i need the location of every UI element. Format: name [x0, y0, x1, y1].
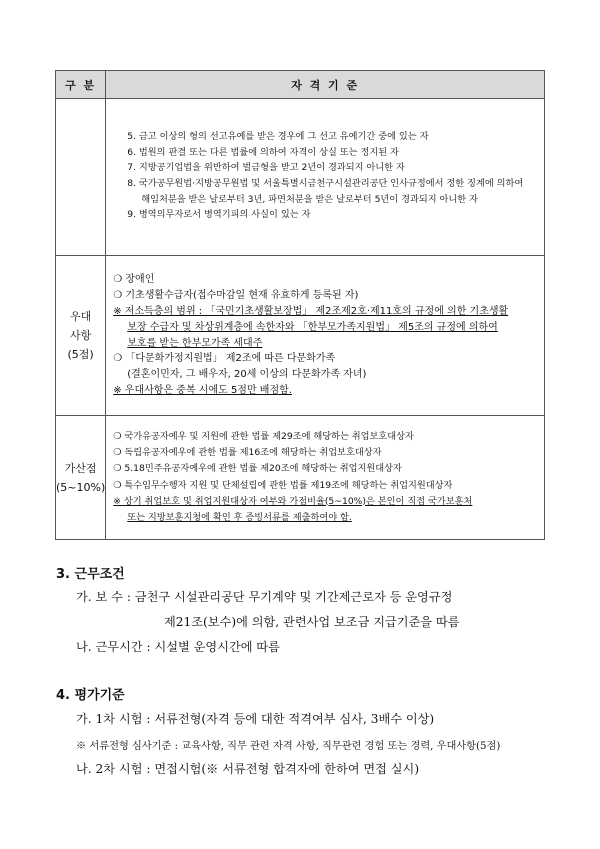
list-item: ❍ 「다문화가정지원법」 제2조에 따른 다문화가족	[113, 353, 336, 365]
note-line: ※ 상기 취업보호 및 취업지원대상자 여부와 가점비율(5~10%)은 본인이 직접 국가보훈처	[113, 495, 473, 507]
preferential-content	[106, 256, 545, 416]
table-header-row	[56, 71, 545, 99]
list-item: 5. 금고 이상의 형의 선고유예를 받은 경우에 그 선고 유예기간 중에 있는 자	[127, 131, 429, 143]
section-title-evaluation: 4. 평가기준	[56, 688, 125, 703]
section-title-work-conditions: 3. 근무조건	[56, 567, 125, 582]
document-screening-note: ※ 서류전형 심사기준 : 교육사항, 직무 관련 자격 사항, 직무관련 경험 또는 경력, 우대사항(5점)	[76, 741, 501, 752]
row-label-empty	[56, 99, 106, 256]
list-item-continued: (결혼이민자, 그 배우자, 20세 이상의 다문화가족 자녀)	[127, 369, 367, 381]
list-item: 7. 지방공기업법을 위반하여 벌금형을 받고 2년이 경과되지 아니한 자	[127, 162, 405, 174]
note-line: 보장 수급자 및 차상위계층에 속한자와 「한부모가족지원법」 제5조의 규정에 의하여	[127, 321, 498, 333]
list-item: ❍ 특수임무수행자 지원 및 단체설립에 관한 법률 제19조에 해당하는 취업지원대상자	[113, 479, 453, 491]
list-item: ❍ 기초생활수급자(접수마감일 현재 유효하게 등록된 자)	[113, 290, 359, 302]
list-item: 8. 국가공무원법·지방공무원법 및 서울특별시금천구시설관리공단 인사규정에서 정한 징계에 의하여	[127, 178, 524, 189]
list-item: ❍ 5.18민주유공자예우에 관한 법률 제20조에 해당하는 취업지원대상자	[113, 463, 402, 475]
bonus-label: 가산점 (5~10%)	[56, 416, 106, 540]
preferential-label: 우대 사항 (5점)	[56, 256, 106, 416]
list-item-continued: 해임처분을 받은 날로부터 3년, 파면처분을 받은 날로부터 5년이 경과되지 아니한 자	[141, 193, 478, 205]
note-line: 보호를 받는 한부모가족 세대주	[127, 337, 263, 349]
disqualification-list	[106, 99, 545, 256]
header-category: 구 분	[56, 71, 106, 99]
qualification-table	[55, 70, 545, 540]
list-item: ❍ 장애인	[113, 274, 155, 286]
list-item: 9. 병역의무자로서 병역기피의 사실이 있는 자	[127, 209, 311, 221]
list-item: 6. 법원의 판결 또는 다른 법률에 의하여 자격이 상실 또는 정지된 자	[127, 146, 399, 158]
second-exam-line: 나. 2차 시험 : 면접시험(※ 서류전형 합격자에 한하여 면접 실시)	[76, 762, 420, 776]
work-hours-line: 나. 근무시간 : 시설별 운영시간에 따름	[76, 640, 280, 654]
first-exam-line: 가. 1차 시험 : 서류전형(자격 등에 대한 적격여부 심사, 3배수 이상)	[76, 712, 435, 726]
table-row-disqualification	[56, 99, 545, 256]
bonus-content	[106, 416, 545, 540]
pay-line: 가. 보 수 : 금천구 시설관리공단 무기계약 및 기간제근로자 등 운영규정	[76, 590, 453, 604]
header-qualification: 자 격 기 준	[106, 71, 545, 99]
table-row-preferential	[56, 256, 545, 416]
list-item: ❍ 국가유공자예우 및 지원에 관한 법률 제29조에 해당하는 취업보호대상자	[113, 430, 414, 442]
pay-line-continued: 제21조(보수)에 의함, 관련사업 보조금 지급기준을 따름	[164, 615, 460, 629]
note-line: ※ 우대사항은 중복 시에도 5점만 배점함.	[113, 384, 292, 396]
note-line: 또는 지방보훈지청에 확인 후 증빙서류를 제출하여야 함.	[127, 511, 352, 523]
table-row-bonus	[56, 416, 545, 540]
note-line: ※ 저소득층의 범위 : 「국민기초생활보장법」 제2조제2호·제11호의 규정에 의한 기초생활	[113, 305, 509, 317]
list-item: ❍ 독립유공자예우에 관한 법률 제16조에 해당하는 취업보호대상자	[113, 447, 382, 459]
